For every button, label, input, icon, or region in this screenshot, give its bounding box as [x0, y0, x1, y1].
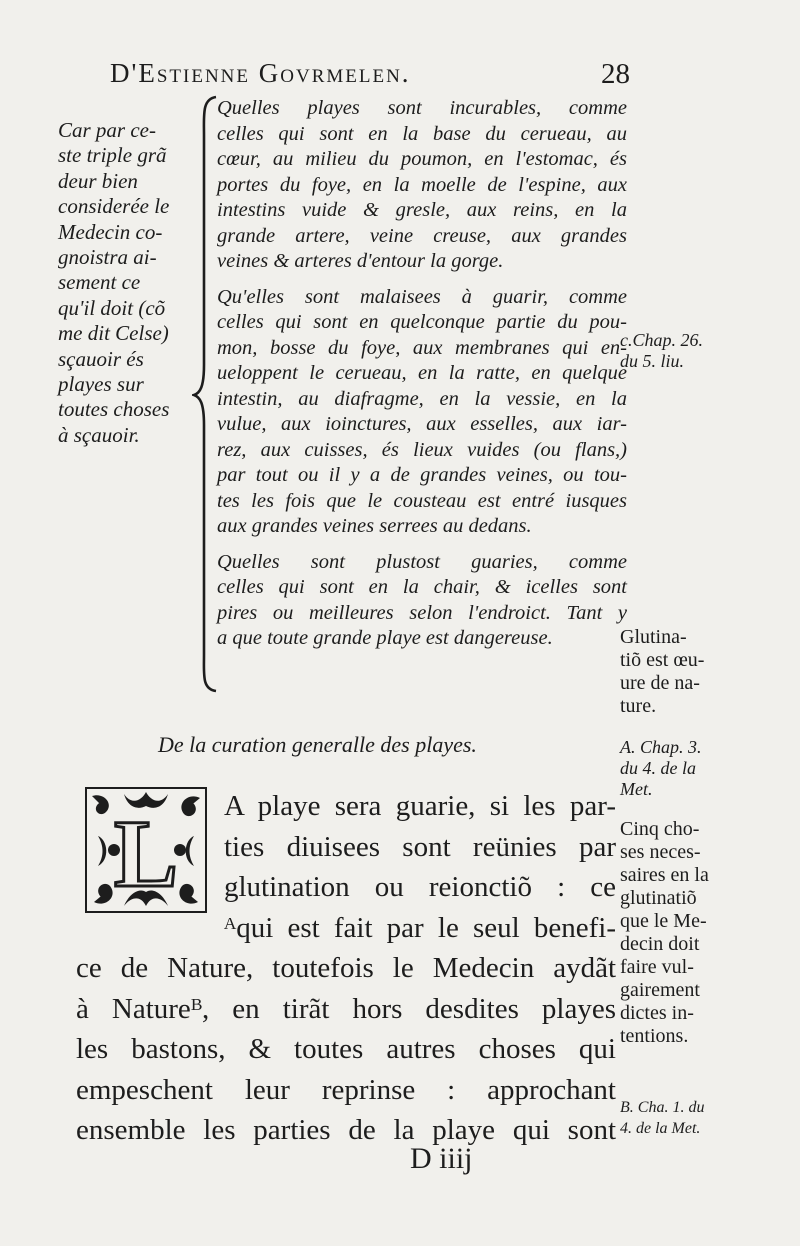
gloss-line: gairement [620, 979, 700, 1001]
right-margin-note-chap1 [620, 1097, 760, 1139]
gloss-line: ses neces- [620, 841, 701, 863]
gloss-line: que le Me- [620, 910, 707, 932]
text-line: vulue, aux ioinctures, aux esselles, aux iar- [217, 413, 627, 435]
gloss-line: tentions. [620, 1025, 689, 1047]
gloss-line: Medecin co- [58, 219, 163, 244]
text-line: tes les fois que le cousteau est entré iusques [217, 489, 627, 512]
gloss-line: playes sur [58, 371, 144, 396]
text-line: ensemble les parties de la playe qui sont [76, 1114, 616, 1146]
text-line: Quelles playes sont incurables, comme [217, 97, 627, 119]
gloss-line: c.Chap. 26. [620, 330, 703, 350]
right-margin-note-chap3 [620, 737, 760, 800]
roman-main-text [76, 786, 616, 1151]
gloss-line: Glutina- [620, 626, 687, 648]
gloss-line: A. Chap. 3. [620, 737, 702, 757]
text-line: Qu'elles sont malaisees à guarir, comme [217, 285, 627, 308]
paragraph-difficult [217, 285, 627, 540]
left-margin-note [58, 118, 208, 448]
italic-main-text [217, 96, 627, 662]
text-line: ueloppent le cerueau, en la ratte, en quelque [217, 362, 627, 384]
text-line: celles qui sont en quelconque partie du pou- [217, 311, 627, 333]
text-line: empeschent leur reprinse : approchant [76, 1073, 616, 1106]
gloss-line: considerée le [58, 194, 170, 219]
gloss-line: tiõ est œu- [620, 649, 705, 671]
text-line: intestin, au diafragme, en la vessie, en la [217, 387, 627, 410]
gloss-line: du 5. liu. [620, 351, 685, 371]
gloss-line: decin doit [620, 933, 700, 955]
text-line: a que toute grande playe est dangereuse. [217, 627, 553, 649]
text-line: mon, bosse du foye, aux membranes qui en- [217, 336, 627, 359]
text-line: glutination ou reionctiõ : ce [224, 871, 616, 903]
gloss-line: sement ce [58, 270, 141, 295]
page-header [110, 58, 630, 98]
text-line: celles qui sont en la base du cerueau, au [217, 122, 627, 145]
right-margin-note-chap26 [620, 330, 760, 372]
gloss-line: ture. [620, 695, 657, 717]
gloss-line: à sçauoir. [58, 422, 140, 447]
text-line: les bastons, & toutes autres choses qui [76, 1033, 616, 1065]
gloss-line: ste triple grã [58, 143, 167, 168]
text-line: par tout ou il y a de grandes veines, ou tou- [217, 464, 627, 486]
gloss-line: B. Cha. 1. du [620, 1099, 705, 1116]
gloss-line: qu'il doit (cõ [58, 295, 166, 320]
text-line: pires ou meilleures selon l'endroict. Tant y [217, 601, 627, 624]
gloss-line: glutinatiõ [620, 887, 697, 909]
gloss-line: Car par ce- [58, 118, 156, 142]
right-margin-note-glutination [620, 626, 760, 718]
dropcap-letter: L [113, 800, 179, 907]
paragraph-incurable [217, 96, 627, 275]
text-line: celles qui sont en la chair, & icelles sont [217, 576, 627, 598]
gloss-line: du 4. de la [620, 758, 696, 778]
gloss-line: faire vul- [620, 956, 694, 978]
page-number: 28 [601, 58, 630, 90]
running-head: D'Estienne Govrmelen. [110, 58, 411, 88]
gloss-line: me dit Celse) [58, 321, 169, 346]
text-line: A playe sera guarie, si les par- [224, 790, 616, 822]
text-line: rez, aux cuisses, és lieux vuides (ou flans,) [217, 438, 627, 461]
gloss-line: Cinq cho- [620, 818, 700, 840]
gloss-line: sçauoir és [58, 346, 144, 371]
text-line: cœur, au milieu du poumon, en l'estomac, és [217, 148, 627, 170]
signature-mark: D iiij [410, 1142, 473, 1175]
right-margin-note-five-things [620, 818, 760, 1048]
text-line: ce de Nature, toutefois le Medecin aydãt [76, 952, 616, 984]
text-line: à Natureᴮ, en tirãt hors desdites playes [76, 992, 616, 1025]
text-line: ᴬqui est fait par le seul benefi- [224, 911, 616, 944]
gloss-line: Met. [620, 779, 653, 799]
gloss-line: ure de na- [620, 672, 700, 694]
text-line: veines & arteres d'entour la gorge. [217, 250, 504, 272]
text-line: Quelles sont plustost guaries, comme [217, 550, 627, 573]
text-line: aux grandes veines serrees au dedans. [217, 515, 532, 537]
gloss-line: 4. de la Met. [620, 1120, 701, 1137]
gloss-line: saires en la [620, 864, 709, 886]
gloss-line: dictes in- [620, 1002, 694, 1024]
paragraph-curable [217, 550, 627, 652]
gloss-line: deur bien [58, 168, 138, 193]
gloss-line: gnoistra ai- [58, 244, 157, 269]
text-line: intestins vuide & gresle, aux reins, en la [217, 199, 627, 221]
text-line: grande artere, veine creuse, aux grandes [217, 224, 627, 247]
text-line: ties diuisees sont reünies par [224, 830, 616, 863]
gloss-line: toutes choses [58, 397, 170, 422]
section-title: De la curation generalle des playes. [158, 732, 477, 757]
text-line: portes du foye, en la moelle de l'espine, aux [217, 173, 627, 196]
